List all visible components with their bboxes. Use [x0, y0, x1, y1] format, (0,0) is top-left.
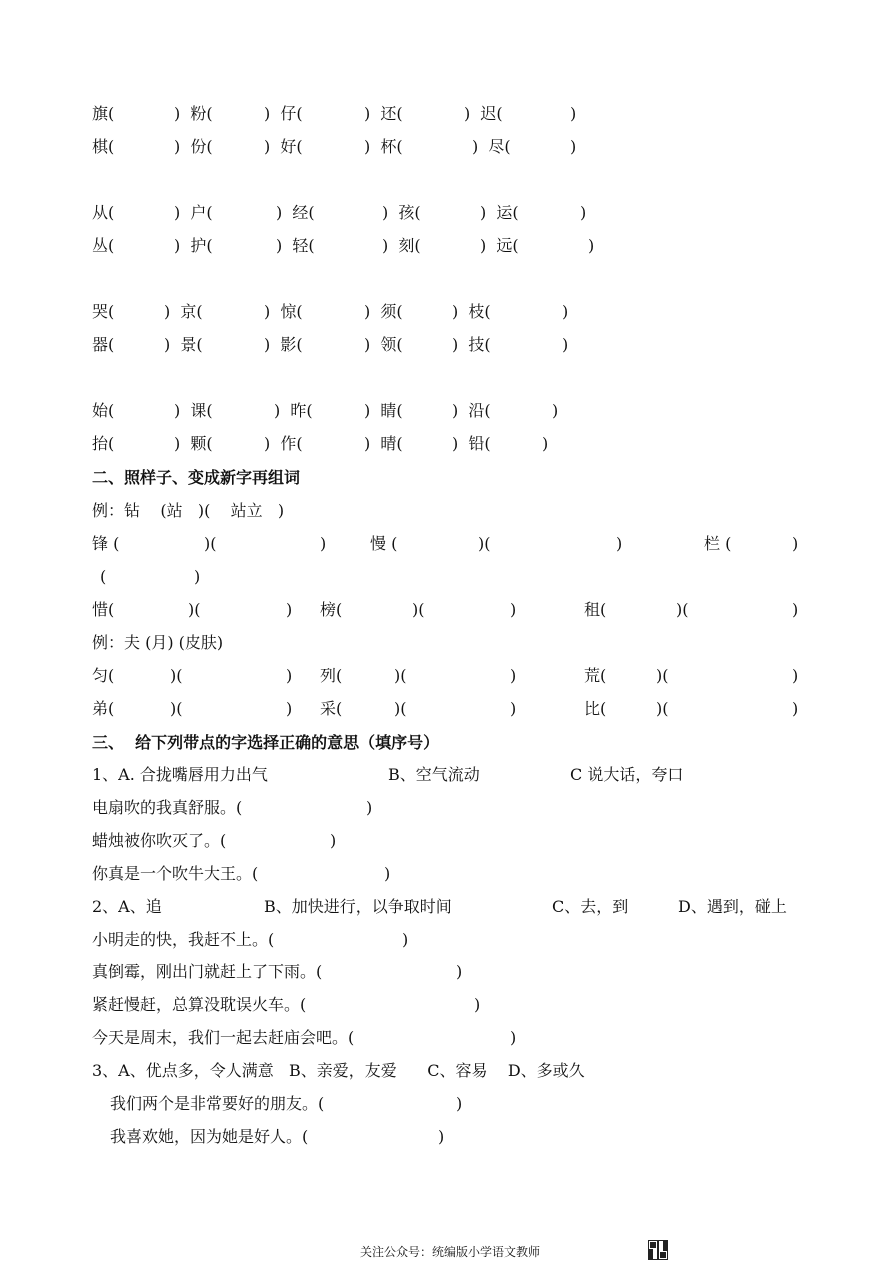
huang-close: )	[792, 666, 799, 685]
s1-row8-c2: ) 颗(	[174, 434, 213, 453]
s1-row5-c5: ) 枝(	[452, 302, 491, 321]
xi-close: )	[286, 600, 293, 619]
example-2: 例：夫 (月) (皮肤)	[92, 633, 224, 652]
s1-row8-c4: ) 晴(	[364, 434, 403, 453]
section-3-heading: 三、 给下列带点的字选择正确的意思（填序号）	[92, 733, 440, 752]
s1-row5-c3: ) 惊(	[264, 302, 303, 321]
s1-row2-c3: ) 好(	[264, 137, 303, 156]
q1-sentence-3: 你真是一个吹牛大王。(	[92, 864, 259, 883]
s1-row6-c4: ) 领(	[364, 335, 403, 354]
footer-text: 关注公众号：统编版小学语文教师	[360, 1245, 541, 1259]
bang-mid: )(	[412, 600, 425, 619]
s1-row6-c6: )	[562, 335, 569, 354]
q2-option-a: 2、A、追	[92, 897, 162, 916]
bi-open: 比(	[584, 699, 607, 718]
s1-row2-c4: ) 杯(	[364, 137, 403, 156]
s1-row6-c3: ) 影(	[264, 335, 303, 354]
cai-mid: )(	[394, 699, 407, 718]
di-close: )	[286, 699, 293, 718]
huang-open: 荒(	[584, 666, 607, 685]
q1-option-b: B、空气流动	[388, 765, 480, 784]
s1-row6-c2: ) 景(	[164, 335, 203, 354]
s1-row2-c5: ) 尽(	[472, 137, 511, 156]
s1-row5-c6: )	[562, 302, 569, 321]
q1-option-c: C 说大话，夸口	[570, 765, 684, 784]
feng-open: 锋 (	[92, 534, 120, 553]
yun-mid: )(	[170, 666, 183, 685]
huang-mid: )(	[656, 666, 669, 685]
q2-sentence-4-end: )	[510, 1028, 517, 1047]
yun-open: 匀(	[92, 666, 115, 685]
lan-close: )	[792, 534, 799, 553]
s1-row8-c1: 抬(	[92, 434, 115, 453]
section-2-heading: 二、照样子、变成新字再组词	[92, 468, 301, 487]
lie-open: 列(	[320, 666, 343, 685]
s1-row7-c5: ) 沿(	[452, 401, 491, 420]
lan-wrap-close: )	[194, 567, 201, 586]
zu-open: 租(	[584, 600, 607, 619]
xi-mid: )(	[188, 600, 201, 619]
s1-row3-c4: ) 孩(	[382, 203, 421, 222]
s1-row5-c4: ) 须(	[364, 302, 403, 321]
s1-row4-c2: ) 护(	[174, 236, 213, 255]
q2-sentence-3-end: )	[474, 995, 481, 1014]
s1-row3-c6: )	[580, 203, 587, 222]
s1-row5-c1: 哭(	[92, 302, 115, 321]
q2-option-c: C、去，到	[552, 897, 629, 916]
man-mid: )(	[478, 534, 491, 553]
s1-row2-c2: ) 份(	[174, 137, 213, 156]
lie-close: )	[510, 666, 517, 685]
xi-open: 惜(	[92, 600, 115, 619]
bi-mid: )(	[656, 699, 669, 718]
zu-close: )	[792, 600, 799, 619]
s1-row2-c1: 棋(	[92, 137, 115, 156]
s1-row3-c3: ) 经(	[276, 203, 315, 222]
q1-sentence-2: 蜡烛被你吹灭了。(	[92, 831, 227, 850]
lan-wrap-open: (	[100, 567, 107, 586]
cai-open: 采(	[320, 699, 343, 718]
q3-sentence-1: 我们两个是非常要好的朋友。(	[110, 1094, 325, 1113]
s1-row7-c4: ) 睛(	[364, 401, 403, 420]
q2-sentence-2: 真倒霉，刚出门就赶上了下雨。(	[92, 962, 323, 981]
q2-sentence-3: 紧赶慢赶，总算没耽误火车。(	[92, 995, 307, 1014]
di-open: 弟(	[92, 699, 115, 718]
s1-row8-c6: )	[542, 434, 549, 453]
q2-sentence-1: 小明走的快，我赶不上。(	[92, 930, 275, 949]
lie-mid: )(	[394, 666, 407, 685]
s1-row1-c5: ) 迟(	[464, 104, 503, 123]
bang-open: 榜(	[320, 600, 343, 619]
s1-row7-c1: 始(	[92, 401, 115, 420]
q2-sentence-1-end: )	[402, 930, 409, 949]
s1-row6-c1: 器(	[92, 335, 115, 354]
s1-row4-c6: )	[588, 236, 595, 255]
s1-row5-c2: ) 京(	[164, 302, 203, 321]
q3-sentence-2-end: )	[438, 1127, 445, 1146]
q1-sentence-1: 电扇吹的我真舒服。(	[92, 798, 243, 817]
s1-row1-c6: )	[570, 104, 577, 123]
s1-row4-c3: ) 轻(	[276, 236, 315, 255]
s1-row8-c3: ) 作(	[264, 434, 303, 453]
feng-mid: )(	[204, 534, 217, 553]
zu-mid: )(	[676, 600, 689, 619]
s1-row8-c5: ) 铅(	[452, 434, 491, 453]
q1-sentence-1-end: )	[366, 798, 373, 817]
q3-options: 3、A、优点多，令人满意 B、亲爱，友爱 C、容易 D、多或久	[92, 1061, 585, 1080]
feng-close: )	[320, 534, 327, 553]
q1-sentence-2-end: )	[330, 831, 337, 850]
q2-sentence-4: 今天是周末，我们一起去赶庙会吧。(	[92, 1028, 355, 1047]
s1-row1-c1: 旗(	[92, 104, 115, 123]
bi-close: )	[792, 699, 799, 718]
q3-sentence-1-end: )	[456, 1094, 463, 1113]
man-open: 慢 (	[370, 534, 398, 553]
s1-row7-c3: ) 昨(	[274, 401, 313, 420]
s1-row3-c5: ) 运(	[480, 203, 519, 222]
q3-sentence-2: 我喜欢她，因为她是好人。(	[110, 1127, 309, 1146]
q1-sentence-3-end: )	[384, 864, 391, 883]
di-mid: )(	[170, 699, 183, 718]
s1-row3-c2: ) 户(	[174, 203, 213, 222]
q2-sentence-2-end: )	[456, 962, 463, 981]
s1-row4-c1: 丛(	[92, 236, 115, 255]
q2-option-b: B、加快进行，以争取时间	[264, 897, 452, 916]
q2-option-d: D、遇到，碰上	[678, 897, 787, 916]
s1-row7-c2: ) 课(	[174, 401, 213, 420]
s1-row2-c6: )	[570, 137, 577, 156]
s1-row4-c4: ) 刻(	[382, 236, 421, 255]
man-close: )	[616, 534, 623, 553]
s1-row6-c5: ) 技(	[452, 335, 491, 354]
cai-close: )	[510, 699, 517, 718]
lan-open: 栏 (	[704, 534, 732, 553]
s1-row1-c3: ) 仔(	[264, 104, 303, 123]
s1-row3-c1: 从(	[92, 203, 115, 222]
s1-row7-c6: )	[552, 401, 559, 420]
s1-row4-c5: ) 远(	[480, 236, 519, 255]
example-1: 例：钻 (站 )( 站立 )	[92, 501, 285, 520]
q1-option-a: 1、A. 合拢嘴唇用力出气	[92, 765, 268, 784]
bang-close: )	[510, 600, 517, 619]
s1-row1-c2: ) 粉(	[174, 104, 213, 123]
s1-row1-c4: ) 还(	[364, 104, 403, 123]
qr-code-icon	[648, 1240, 668, 1260]
yun-close: )	[286, 666, 293, 685]
